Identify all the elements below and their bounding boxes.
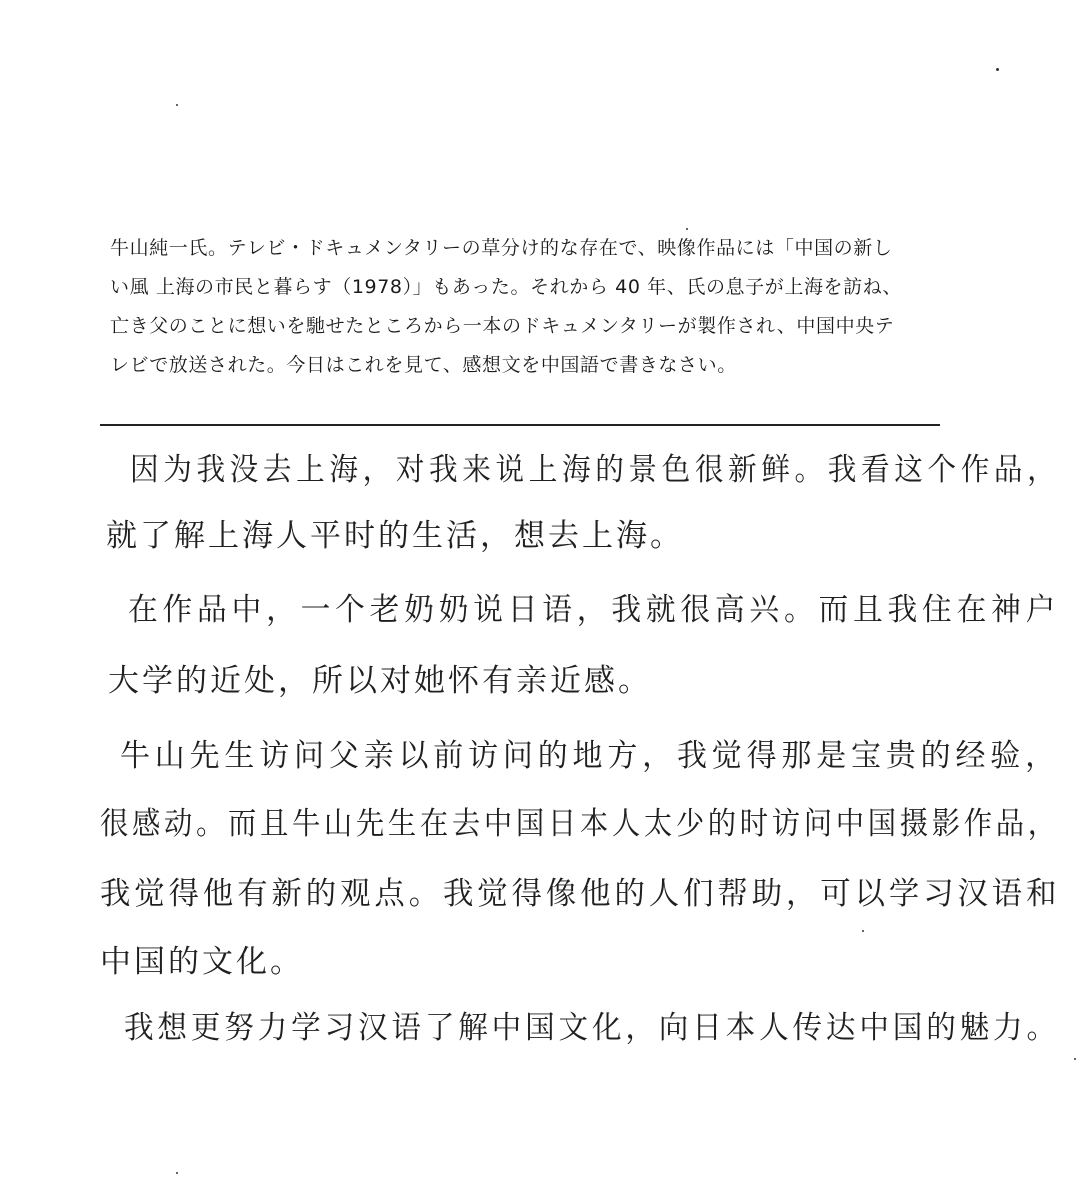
answer-line: 在作品中，一个老奶奶说日语，我就很高兴。而且我住在神户 <box>128 592 1061 628</box>
answer-line: 就了解上海人平时的生活，想去上海。 <box>106 518 684 554</box>
answer-line: 我想更努力学习汉语了解中国文化，向日本人传达中国的魅力。 <box>124 1010 1060 1046</box>
answer-line: 我觉得他有新的观点。我觉得像他的人们帮助，可以学习汉语和 <box>100 876 1061 912</box>
scan-speck <box>1074 1058 1076 1060</box>
scan-speck <box>862 930 864 932</box>
prompt-line: 牛山純一氏。テレビ・ドキュメンタリーの草分け的な存在で、映像作品には「中国の新し <box>110 237 893 259</box>
scan-speck <box>996 68 999 71</box>
answer-line: 大学的近处，所以对她怀有亲近感。 <box>108 663 652 699</box>
answer-line: 因为我没去上海，对我来说上海的景色很新鲜。我看这个作品， <box>130 452 1061 488</box>
scan-speck <box>686 228 688 230</box>
answer-line: 中国的文化。 <box>100 944 304 980</box>
divider-rule <box>100 424 940 426</box>
prompt-line: レビで放送された。今日はこれを見て、感想文を中国語で書きなさい。 <box>110 354 737 376</box>
answer-line: 牛山先生访问父亲以前访问的地方，我觉得那是宝贵的经验， <box>120 738 1060 774</box>
scan-speck <box>176 104 178 106</box>
assignment-prompt <box>110 236 990 392</box>
prompt-line: 亡き父のことに想いを馳せたところから一本のドキュメンタリーが製作され、中国中央テ <box>110 315 895 337</box>
prompt-line: い風 上海の市民と暮らす（1978）」もあった。それから 40 年、氏の息子が上海を訪ね、 <box>110 276 902 298</box>
answer-line: 很感动。而且牛山先生在去中国日本人太少的时访问中国摄影作品， <box>100 806 1060 842</box>
scan-speck <box>176 1172 178 1174</box>
